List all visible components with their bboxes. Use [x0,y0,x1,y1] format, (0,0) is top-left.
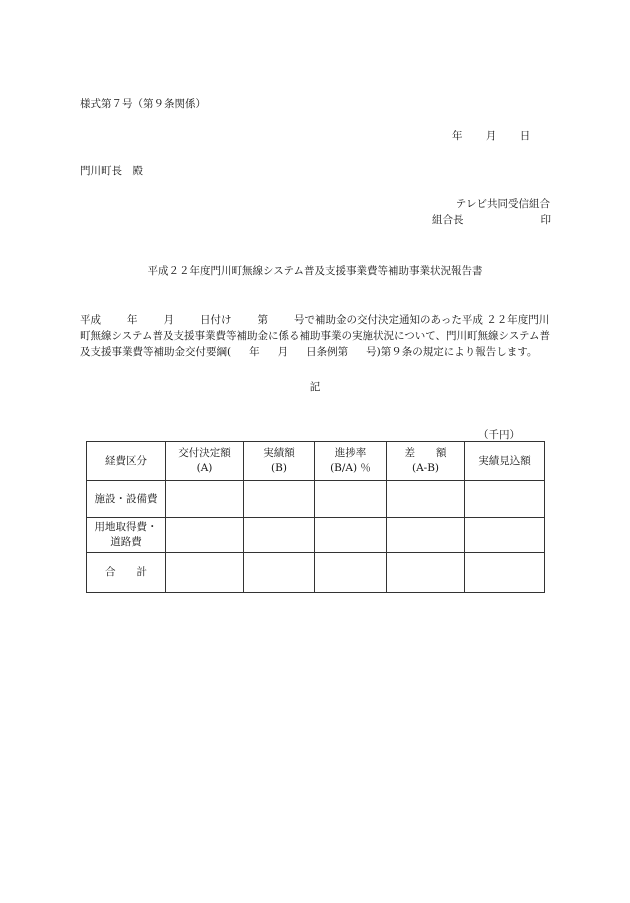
table-row [87,481,545,518]
cell-difference[interactable] [387,518,465,553]
form-number: 様式第７号（第９条関係） [80,98,206,110]
cell-difference[interactable] [387,481,465,518]
date-line [452,128,530,143]
table-row [87,553,545,593]
cell-progress[interactable] [315,481,387,518]
cell-forecast[interactable] [465,481,545,518]
seal-mark: 印 [540,214,551,226]
header-category: 経費区分 [87,442,166,481]
table-row [87,518,545,553]
cell-actual[interactable] [244,481,315,518]
cell-forecast[interactable] [465,553,545,593]
date-day-label: 日 [519,130,531,142]
body-closing-text: 号)第９条の規定により報告します。 [366,346,538,358]
body-ordinance-day: 日条例第 [306,346,349,358]
body-ordinance-year: 年 [249,346,260,358]
row-label-facilities: 施設・設備費 [87,481,166,518]
cell-progress[interactable] [315,553,387,593]
cell-forecast[interactable] [465,518,545,553]
table-header-row [87,442,545,481]
unit-label: （千円） [478,429,520,441]
header-actual-amount: 実績額 (B) [244,442,315,481]
body-dated: 日付け [200,314,232,326]
header-forecast-amount: 実績見込額 [465,442,545,481]
applicant-org-name: テレビ共同受信組合 [455,198,550,210]
cell-decided[interactable] [166,553,244,593]
header-decided-amount: 交付決定額 (A) [166,442,244,481]
date-month-label: 月 [485,130,497,142]
cell-progress[interactable] [315,518,387,553]
cell-decided[interactable] [166,518,244,553]
body-main-text: 号で補助金の交付決定通知のあった平成 ２２年度門川町無線システム普及支援事業費等補助金に係る補助事業の実施状況について、門川町無線システム普及支援事業費等補助金交付要綱( [80,314,550,358]
cell-decided[interactable] [166,481,244,518]
addressee: 門川町長 殿 [80,165,143,177]
report-table [86,441,545,593]
applicant-representative [432,212,551,227]
body-month: 月 [163,314,174,326]
document-title: 平成２２年度門川町無線システム普及支援事業費等補助事業状況報告書 [147,265,483,277]
cell-actual[interactable] [244,518,315,553]
ki-heading: 記 [309,381,321,393]
rep-title: 組合長 [432,214,464,226]
cell-actual[interactable] [244,553,315,593]
body-number-prefix: 第 [257,314,268,326]
cell-difference[interactable] [387,553,465,593]
header-difference: 差 額 (A-B) [387,442,465,481]
body-paragraph [80,312,552,360]
date-year-label: 年 [452,130,463,142]
body-year: 年 [127,314,138,326]
body-ordinance-month: 月 [277,346,289,358]
row-label-total: 合 計 [87,553,166,593]
body-era: 平成 [80,314,101,326]
row-label-land-road: 用地取得費・ 道路費 [87,518,166,553]
header-progress-rate: 進捗率 (B/A) ％ [315,442,387,481]
